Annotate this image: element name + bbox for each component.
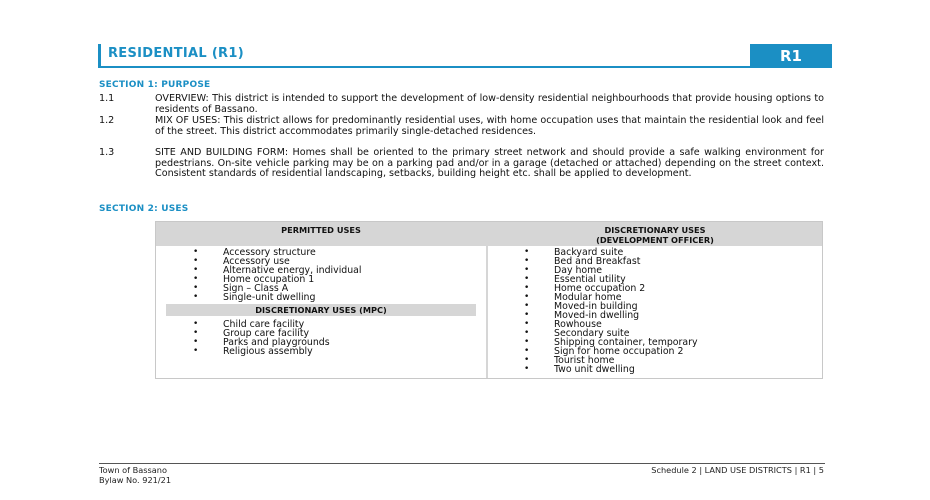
column-divider [486, 222, 488, 378]
discretionary-uses-heading [488, 222, 822, 246]
list-item: • Child care facility [193, 320, 330, 329]
list-item: • Moved-in building [524, 302, 698, 311]
list-item: • Rowhouse [524, 320, 698, 329]
list-item: • Shipping container, temporary [524, 338, 698, 347]
discretionary-heading-line-1: DISCRETIONARY USES [604, 225, 706, 235]
district-badge: R1 [750, 44, 832, 68]
permitted-uses-list [193, 248, 362, 302]
district-header [98, 44, 832, 68]
list-item: • Single-unit dwelling [193, 293, 362, 302]
list-item: • Accessory structure [193, 248, 362, 257]
list-item: • Day home [524, 266, 698, 275]
list-item: • Alternative energy, individual [193, 266, 362, 275]
list-item: • Sign for home occupation 2 [524, 347, 698, 356]
section-2-heading: SECTION 2: USES [99, 204, 189, 214]
uses-table [155, 221, 823, 379]
mpc-uses-list [193, 320, 330, 356]
list-item: • Home occupation 1 [193, 275, 362, 284]
header-rule [101, 66, 750, 68]
list-item: • Religious assembly [193, 347, 330, 356]
footer-bylaw: Bylaw No. 921/21 [99, 475, 172, 485]
list-item: • Essential utility [524, 275, 698, 284]
list-item: • Tourist home [524, 356, 698, 365]
footer-town: Town of Bassano [99, 465, 167, 475]
list-item: • Secondary suite [524, 329, 698, 338]
discretionary-heading-line-2: (DEVELOPMENT OFFICER) [596, 235, 714, 245]
clause-number: 1.1 [99, 93, 115, 104]
clause-number: 1.2 [99, 115, 115, 126]
list-item: • Parks and playgrounds [193, 338, 330, 347]
footer-left [99, 465, 171, 485]
district-title: RESIDENTIAL (R1) [108, 46, 244, 61]
list-item: • Accessory use [193, 257, 362, 266]
footer-rule [99, 463, 825, 464]
clause-text: MIX OF USES: This district allows for predominantly residential uses, with home occupation uses that maintain the residential look and feel of the street. This district accommodates primarily single-detached residences. [155, 115, 824, 137]
clause-number: 1.3 [99, 147, 115, 158]
discretionary-uses-list [524, 248, 698, 374]
list-item: • Home occupation 2 [524, 284, 698, 293]
list-item: • Bed and Breakfast [524, 257, 698, 266]
clause-text: OVERVIEW: This district is intended to support the development of low-density residential neighbourhoods that provide housing options to residents of Bassano. [155, 93, 824, 115]
list-item: • Backyard suite [524, 248, 698, 257]
footer-right: Schedule 2 | LAND USE DISTRICTS | R1 | 5 [651, 465, 824, 475]
clause-text: SITE AND BUILDING FORM: Homes shall be oriented to the primary street network and should provide a safe walking environment for pedestrians. On-site vehicle parking may be on a parking pad and/or in a garage (detached or attached) depending on the street context. Consistent standards of residential landscaping, setbacks, building height etc. shall be applied to development. [155, 147, 824, 179]
list-item: • Two unit dwelling [524, 365, 698, 374]
permitted-uses-heading [156, 222, 486, 246]
list-item: • Sign – Class A [193, 284, 362, 293]
list-item: • Group care facility [193, 329, 330, 338]
mpc-uses-heading: DISCRETIONARY USES (MPC) [166, 304, 476, 316]
list-item: • Modular home [524, 293, 698, 302]
header-accent-bar [98, 44, 101, 68]
section-1-heading: SECTION 1: PURPOSE [99, 80, 211, 90]
permitted-uses-heading-text: PERMITTED USES [281, 225, 361, 235]
list-item: • Moved-in dwelling [524, 311, 698, 320]
